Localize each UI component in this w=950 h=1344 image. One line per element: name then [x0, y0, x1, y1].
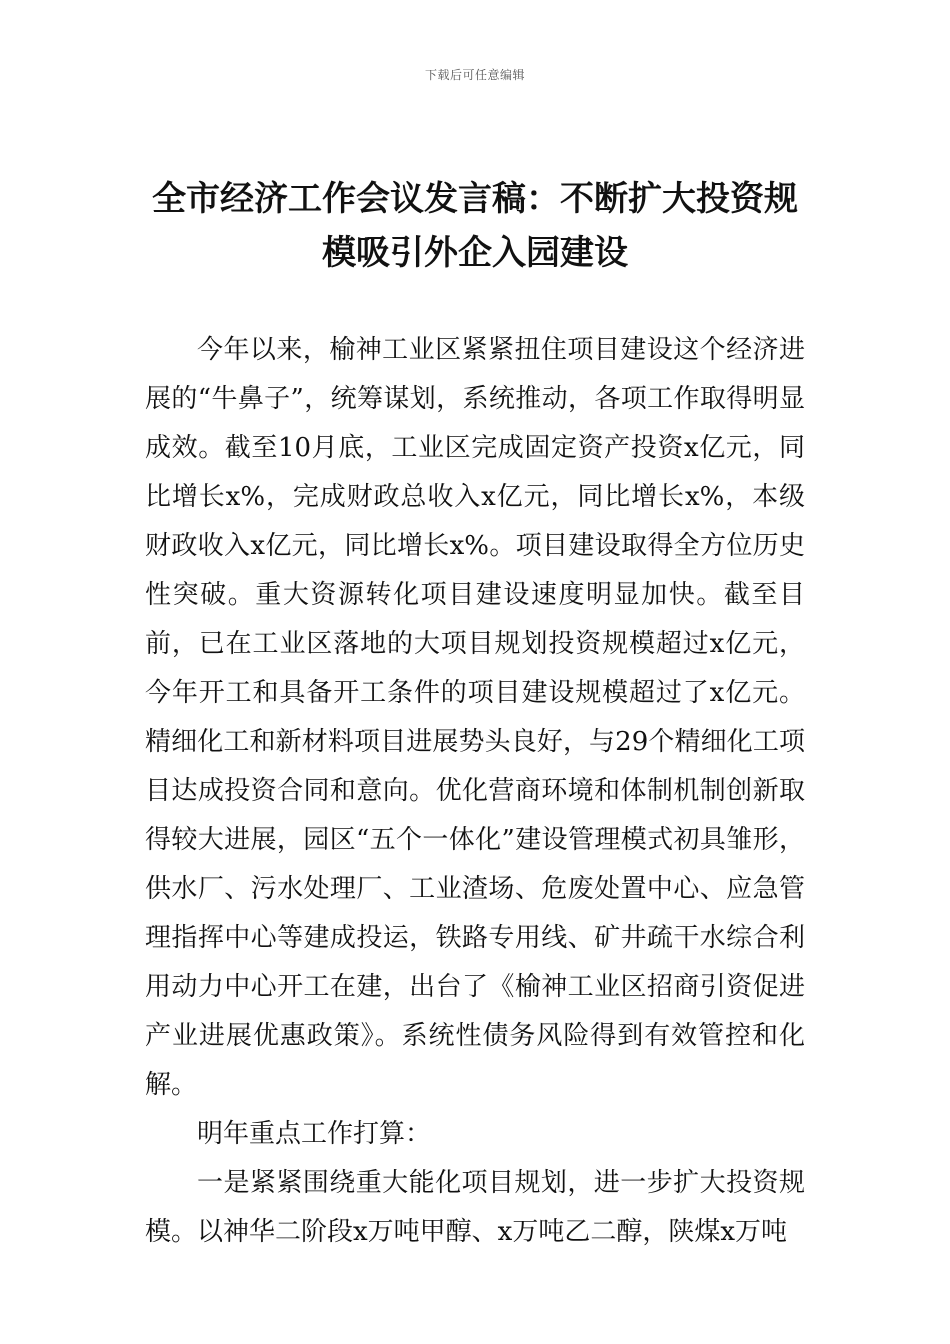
page-header-note: 下载后可任意编辑	[424, 68, 525, 82]
document-body	[145, 326, 805, 1257]
document-title: 全市经济工作会议发言稿：不断扩大投资规模吸引外企入园建设	[152, 179, 798, 273]
body-paragraph-3: 一是紧紧围绕重大能化项目规划，进一步扩大投资规模。以神华二阶段x万吨甲醇、x万吨乙二醇，陕煤x万吨	[145, 1168, 805, 1247]
body-paragraph-1: 今年以来，榆神工业区紧紧扭住项目建设这个经济进展的“牛鼻子”，统筹谋划，系统推动，各项工作取得明显成效。截至10月底，工业区完成固定资产投资x亿元，同比增长x%，完成财政总收入x亿元，同比增长x%，本级财政收入x亿元，同比增长x%。项目建设取得全方位历史性突破。重大资源转化项目建设速度明显加快。截至目前，已在工业区落地的大项目规划投资规模超过x亿元，今年开工和具备开工条件的项目建设规模超过了x亿元。精细化工和新材料项目进展势头良好，与29个精细化工项目达成投资合同和意向。优化营商环境和体制机制创新取得较大进展，园区“五个一体化”建设管理模式初具雏形，供水厂、污水处理厂、工业渣场、危废处置中心、应急管理指挥中心等建成投运，铁路专用线、矿井疏干水综合利用动力中心开工在建，出台了《榆神工业区招商引资促进产业进展优惠政策》。系统性债务风险得到有效管控和化解。	[145, 335, 805, 1100]
body-paragraph-2: 明年重点工作打算：	[197, 1119, 432, 1149]
